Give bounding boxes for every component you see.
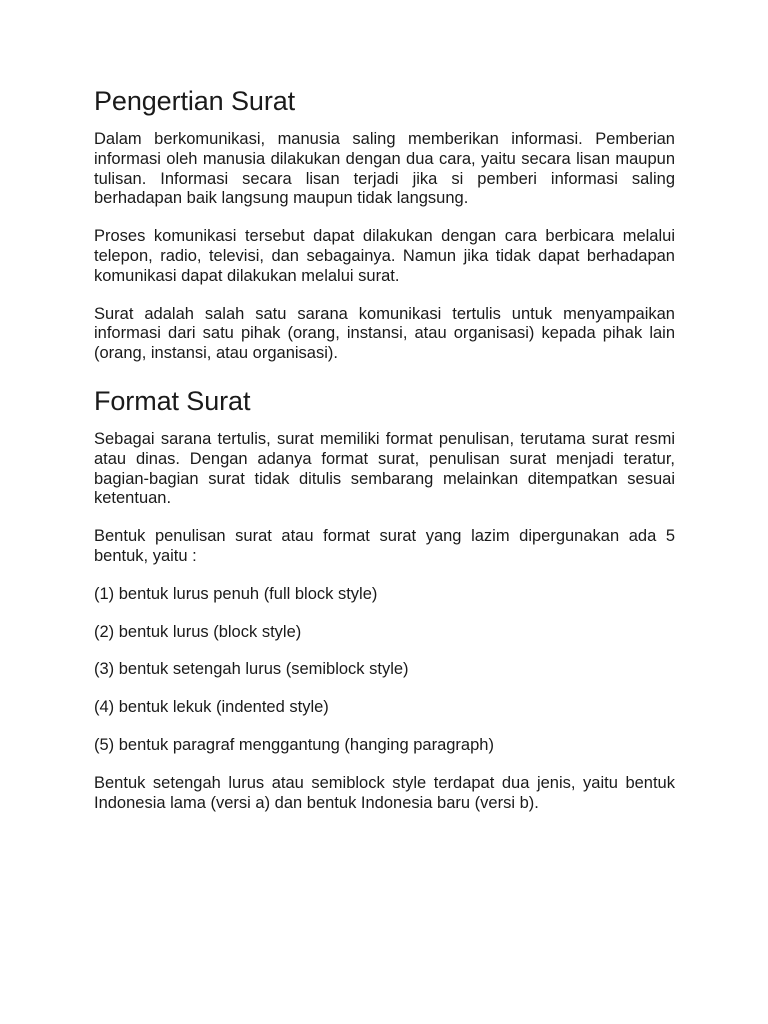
paragraph: Proses komunikasi tersebut dapat dilakukan dengan cara berbicara melalui telepon, radio, televisi, dan sebagainya. Namun jika tidak dapat berhadapan komunikasi dapat dilakukan melalui surat.: [94, 227, 675, 285]
heading-pengertian-surat: Pengertian Surat: [94, 86, 296, 116]
paragraph: Bentuk penulisan surat atau format surat yang lazim dipergunakan ada 5 bentuk, yaitu :: [94, 527, 675, 565]
list-item: (2) bentuk lurus (block style): [94, 622, 302, 641]
list-item: (1) bentuk lurus penuh (full block style): [94, 584, 378, 603]
paragraph: Sebagai sarana tertulis, surat memiliki format penulisan, terutama surat resmi atau dinas. Dengan adanya format surat, penulisan surat menjadi teratur, bagian-bagian surat tidak ditulis sembarang melainkan ditempatkan sesuai ketentuan.: [94, 429, 675, 508]
paragraph: Surat adalah salah satu sarana komunikasi tertulis untuk menyampaikan informasi dari satu pihak (orang, instansi, atau organisasi) kepada pihak lain (orang, instansi, atau organisasi).: [94, 304, 675, 363]
list-item: (5) bentuk paragraf menggantung (hanging paragraph): [94, 735, 494, 754]
paragraph: Dalam berkomunikasi, manusia saling memberikan informasi. Pemberian informasi oleh manusia dilakukan dengan dua cara, yaitu secara lisan maupun tulisan. Informasi secara lisan terjadi jika si pemberi informasi saling berhadapan baik langsung maupun tidak langsung.: [94, 130, 675, 208]
heading-format-surat: Format Surat: [94, 385, 251, 416]
closing-paragraph: Bentuk setengah lurus atau semiblock style terdapat dua jenis, yaitu bentuk Indonesia lama (versi a) dan bentuk Indonesia baru (versi b).: [94, 773, 675, 812]
list-item: (3) bentuk setengah lurus (semiblock style): [94, 660, 409, 679]
list-item: (4) bentuk lekuk (indented style): [94, 698, 329, 717]
document-page: [94, 84, 675, 813]
